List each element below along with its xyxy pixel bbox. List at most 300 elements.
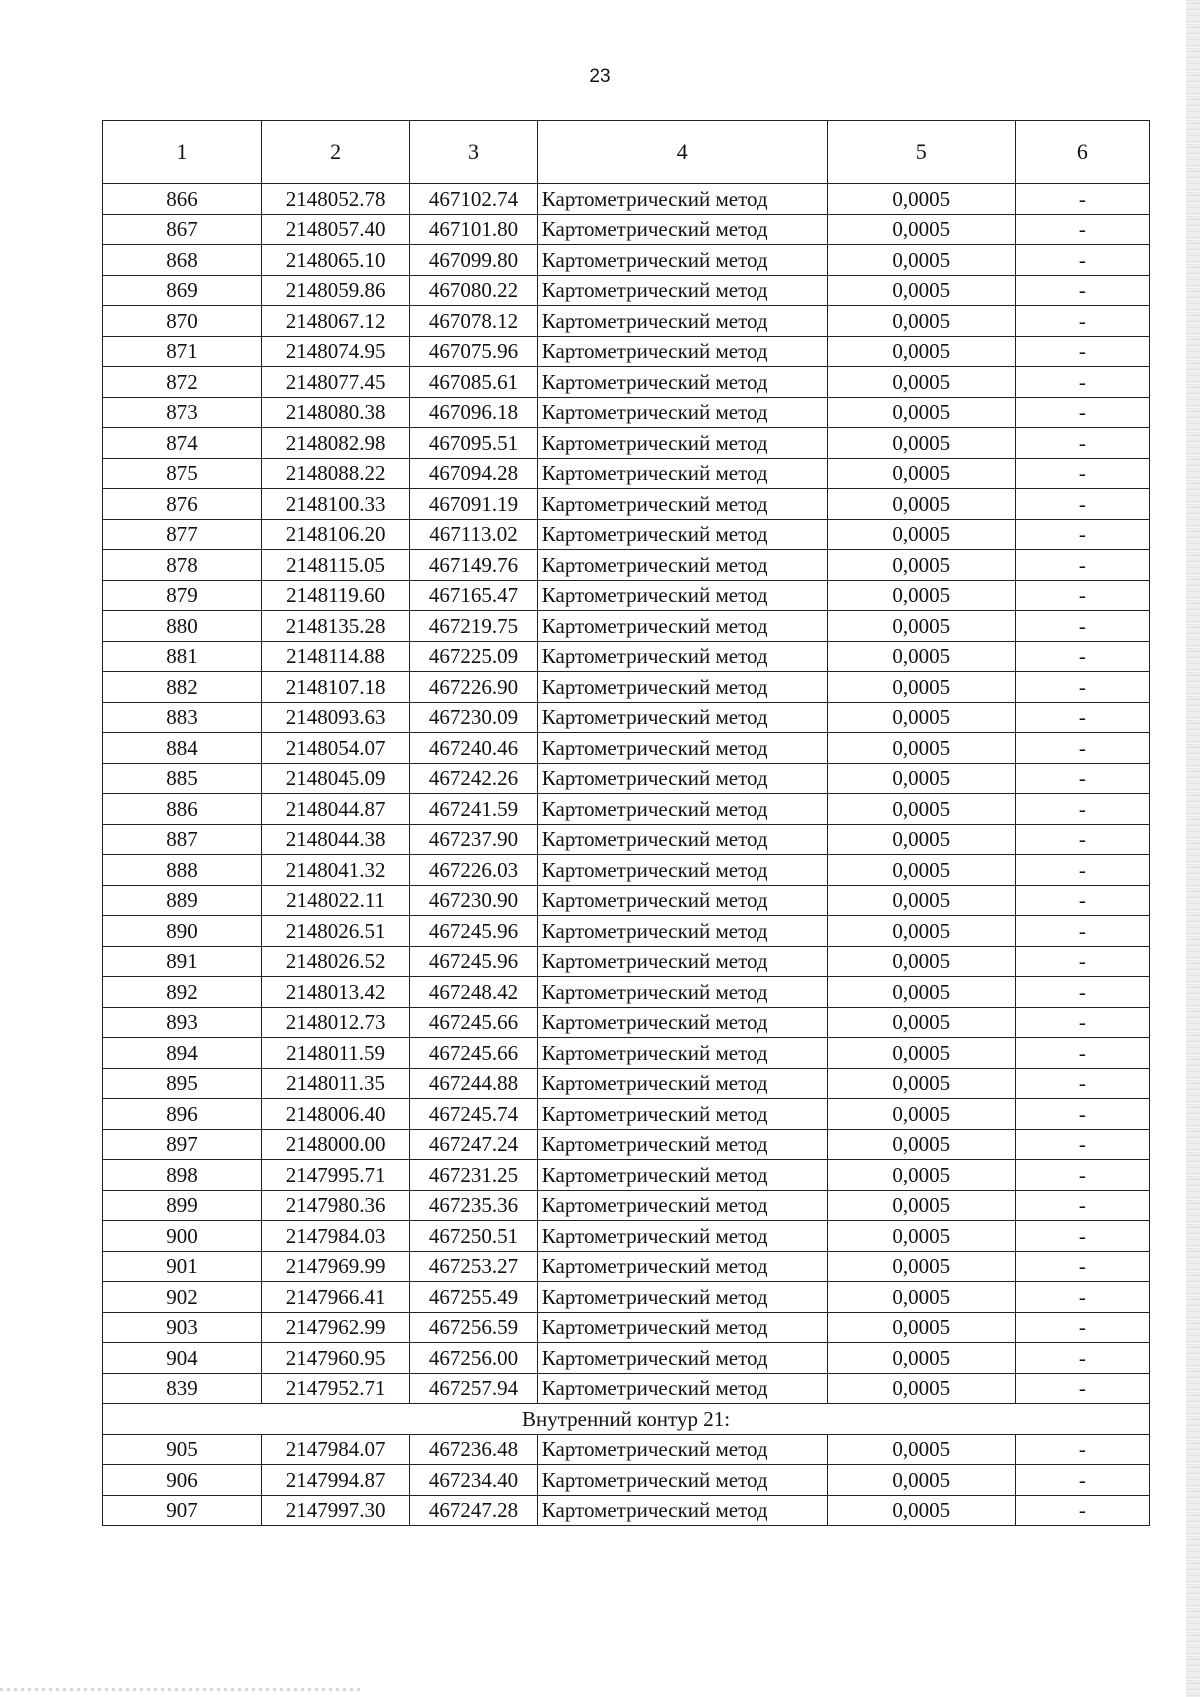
cell-method: Картометрический метод [537,245,827,276]
cell-coord-y: 467226.90 [410,672,538,703]
cell-description: - [1015,1129,1149,1160]
cell-point-number: 885 [103,763,262,794]
cell-coord-y: 467085.61 [410,367,538,398]
cell-description: - [1015,1251,1149,1282]
cell-coord-x: 2148088.22 [261,458,409,489]
cell-description: - [1015,641,1149,672]
table-row [103,885,1150,916]
cell-coord-x: 2147995.71 [261,1160,409,1191]
cell-coord-x: 2148052.78 [261,184,409,215]
cell-coord-y: 467253.27 [410,1251,538,1282]
cell-method: Картометрический метод [537,275,827,306]
cell-coord-x: 2148067.12 [261,306,409,337]
cell-accuracy: 0,0005 [827,1373,1015,1404]
table-row [103,702,1150,733]
cell-method: Картометрический метод [537,611,827,642]
cell-point-number: 897 [103,1129,262,1160]
cell-description: - [1015,184,1149,215]
cell-accuracy: 0,0005 [827,580,1015,611]
cell-description: - [1015,1465,1149,1496]
cell-coord-x: 2148065.10 [261,245,409,276]
cell-method: Картометрический метод [537,1190,827,1221]
cell-method: Картометрический метод [537,794,827,825]
table-row [103,763,1150,794]
cell-coord-x: 2148080.38 [261,397,409,428]
cell-coord-y: 467245.96 [410,916,538,947]
cell-coord-x: 2148119.60 [261,580,409,611]
cell-point-number: 875 [103,458,262,489]
table-row [103,1007,1150,1038]
cell-point-number: 873 [103,397,262,428]
cell-coord-y: 467247.24 [410,1129,538,1160]
table-row [103,1038,1150,1069]
cell-coord-y: 467094.28 [410,458,538,489]
cell-accuracy: 0,0005 [827,428,1015,459]
cell-accuracy: 0,0005 [827,1221,1015,1252]
cell-coord-y: 467102.74 [410,184,538,215]
cell-coord-y: 467113.02 [410,519,538,550]
cell-accuracy: 0,0005 [827,855,1015,886]
cell-coord-x: 2148077.45 [261,367,409,398]
cell-coord-x: 2148044.87 [261,794,409,825]
cell-accuracy: 0,0005 [827,885,1015,916]
header-row [103,121,1150,184]
cell-coord-x: 2148013.42 [261,977,409,1008]
table-row [103,1068,1150,1099]
cell-accuracy: 0,0005 [827,824,1015,855]
cell-description: - [1015,1434,1149,1465]
cell-point-number: 870 [103,306,262,337]
cell-method: Картометрический метод [537,214,827,245]
cell-description: - [1015,1312,1149,1343]
table-header [103,121,1150,184]
cell-coord-x: 2148074.95 [261,336,409,367]
cell-description: - [1015,1190,1149,1221]
cell-point-number: 888 [103,855,262,886]
cell-coord-y: 467257.94 [410,1373,538,1404]
cell-point-number: 898 [103,1160,262,1191]
cell-point-number: 866 [103,184,262,215]
table-row [103,428,1150,459]
cell-coord-y: 467226.03 [410,855,538,886]
cell-point-number: 905 [103,1434,262,1465]
cell-coord-x: 2148107.18 [261,672,409,703]
cell-description: - [1015,794,1149,825]
cell-coord-y: 467165.47 [410,580,538,611]
column-header-3: 3 [410,121,538,184]
table-row [103,184,1150,215]
cell-point-number: 892 [103,977,262,1008]
cell-accuracy: 0,0005 [827,611,1015,642]
cell-description: - [1015,1099,1149,1130]
table-row [103,1373,1150,1404]
column-header-2: 2 [261,121,409,184]
cell-method: Картометрический метод [537,397,827,428]
cell-coord-x: 2148012.73 [261,1007,409,1038]
cell-method: Картометрический метод [537,855,827,886]
cell-coord-x: 2148026.52 [261,946,409,977]
cell-coord-y: 467242.26 [410,763,538,794]
cell-description: - [1015,1068,1149,1099]
table-row [103,397,1150,428]
cell-description: - [1015,1282,1149,1313]
cell-point-number: 881 [103,641,262,672]
cell-accuracy: 0,0005 [827,489,1015,520]
column-header-6: 6 [1015,121,1149,184]
cell-point-number: 882 [103,672,262,703]
cell-coord-x: 2147952.71 [261,1373,409,1404]
cell-accuracy: 0,0005 [827,367,1015,398]
table-row [103,855,1150,886]
cell-coord-y: 467080.22 [410,275,538,306]
cell-method: Картометрический метод [537,702,827,733]
table-row [103,672,1150,703]
cell-method: Картометрический метод [537,946,827,977]
cell-point-number: 877 [103,519,262,550]
cell-coord-x: 2148011.59 [261,1038,409,1069]
cell-point-number: 896 [103,1099,262,1130]
cell-point-number: 867 [103,214,262,245]
cell-description: - [1015,489,1149,520]
cell-accuracy: 0,0005 [827,1099,1015,1130]
cell-coord-y: 467095.51 [410,428,538,459]
cell-coord-y: 467225.09 [410,641,538,672]
cell-method: Картометрический метод [537,1221,827,1252]
cell-coord-x: 2148044.38 [261,824,409,855]
cell-coord-x: 2148059.86 [261,275,409,306]
cell-accuracy: 0,0005 [827,1038,1015,1069]
table-row [103,733,1150,764]
cell-coord-y: 467230.09 [410,702,538,733]
cell-method: Картометрический метод [537,1129,827,1160]
cell-coord-y: 467256.59 [410,1312,538,1343]
column-header-1: 1 [103,121,262,184]
cell-method: Картометрический метод [537,428,827,459]
cell-method: Картометрический метод [537,306,827,337]
cell-point-number: 883 [103,702,262,733]
cell-coord-x: 2148057.40 [261,214,409,245]
cell-point-number: 900 [103,1221,262,1252]
cell-method: Картометрический метод [537,763,827,794]
cell-coord-y: 467248.42 [410,977,538,1008]
table-row [103,458,1150,489]
cell-point-number: 902 [103,1282,262,1313]
cell-method: Картометрический метод [537,733,827,764]
cell-point-number: 839 [103,1373,262,1404]
cell-method: Картометрический метод [537,1038,827,1069]
cell-point-number: 907 [103,1495,262,1526]
cell-coord-y: 467247.28 [410,1495,538,1526]
cell-coord-y: 467234.40 [410,1465,538,1496]
cell-method: Картометрический метод [537,336,827,367]
cell-point-number: 893 [103,1007,262,1038]
cell-coord-x: 2148041.32 [261,855,409,886]
cell-coord-x: 2147994.87 [261,1465,409,1496]
cell-coord-x: 2148026.51 [261,916,409,947]
table-row [103,1465,1150,1496]
cell-description: - [1015,275,1149,306]
cell-point-number: 889 [103,885,262,916]
table-row [103,1160,1150,1191]
cell-description: - [1015,733,1149,764]
cell-point-number: 871 [103,336,262,367]
cell-accuracy: 0,0005 [827,641,1015,672]
cell-coord-x: 2148100.33 [261,489,409,520]
cell-point-number: 903 [103,1312,262,1343]
cell-description: - [1015,611,1149,642]
cell-accuracy: 0,0005 [827,458,1015,489]
cell-method: Картометрический метод [537,519,827,550]
table-row [103,946,1150,977]
cell-point-number: 891 [103,946,262,977]
scan-footer-artifact [0,1688,360,1691]
cell-coord-x: 2147997.30 [261,1495,409,1526]
cell-description: - [1015,306,1149,337]
cell-description: - [1015,702,1149,733]
cell-description: - [1015,855,1149,886]
cell-accuracy: 0,0005 [827,702,1015,733]
cell-point-number: 880 [103,611,262,642]
cell-coord-y: 467241.59 [410,794,538,825]
cell-description: - [1015,214,1149,245]
cell-coord-x: 2147960.95 [261,1343,409,1374]
table-row [103,794,1150,825]
cell-point-number: 876 [103,489,262,520]
cell-accuracy: 0,0005 [827,306,1015,337]
cell-point-number: 895 [103,1068,262,1099]
table-row [103,306,1150,337]
cell-coord-x: 2148093.63 [261,702,409,733]
table-row [103,611,1150,642]
table-row [103,977,1150,1008]
cell-description: - [1015,458,1149,489]
scan-edge-artifact [1186,0,1200,1697]
cell-accuracy: 0,0005 [827,519,1015,550]
cell-coord-x: 2147984.07 [261,1434,409,1465]
table-row [103,1190,1150,1221]
cell-description: - [1015,580,1149,611]
cell-coord-y: 467256.00 [410,1343,538,1374]
table-row [103,824,1150,855]
cell-accuracy: 0,0005 [827,763,1015,794]
cell-description: - [1015,824,1149,855]
cell-method: Картометрический метод [537,641,827,672]
table-row [103,214,1150,245]
cell-coord-y: 467096.18 [410,397,538,428]
cell-accuracy: 0,0005 [827,916,1015,947]
cell-point-number: 874 [103,428,262,459]
table-row [103,641,1150,672]
cell-method: Картометрический метод [537,1343,827,1374]
cell-point-number: 872 [103,367,262,398]
cell-point-number: 901 [103,1251,262,1282]
cell-method: Картометрический метод [537,550,827,581]
cell-point-number: 878 [103,550,262,581]
table-row [103,1282,1150,1313]
cell-accuracy: 0,0005 [827,1312,1015,1343]
cell-description: - [1015,1221,1149,1252]
cell-point-number: 904 [103,1343,262,1374]
cell-coord-y: 467236.48 [410,1434,538,1465]
cell-coord-y: 467255.49 [410,1282,538,1313]
cell-accuracy: 0,0005 [827,1190,1015,1221]
cell-coord-y: 467245.74 [410,1099,538,1130]
cell-coord-y: 467075.96 [410,336,538,367]
cell-accuracy: 0,0005 [827,214,1015,245]
cell-accuracy: 0,0005 [827,1434,1015,1465]
cell-method: Картометрический метод [537,1007,827,1038]
cell-method: Картометрический метод [537,885,827,916]
table-row [103,367,1150,398]
cell-coord-y: 467235.36 [410,1190,538,1221]
cell-method: Картометрический метод [537,1099,827,1130]
cell-accuracy: 0,0005 [827,245,1015,276]
cell-description: - [1015,916,1149,947]
cell-accuracy: 0,0005 [827,1465,1015,1496]
table-row [103,1495,1150,1526]
cell-description: - [1015,1038,1149,1069]
cell-description: - [1015,336,1149,367]
cell-method: Картометрический метод [537,489,827,520]
cell-point-number: 887 [103,824,262,855]
column-header-5: 5 [827,121,1015,184]
table-row [103,580,1150,611]
cell-accuracy: 0,0005 [827,733,1015,764]
cell-description: - [1015,885,1149,916]
cell-coord-y: 467245.96 [410,946,538,977]
cell-accuracy: 0,0005 [827,672,1015,703]
cell-method: Картометрический метод [537,1495,827,1526]
cell-coord-x: 2148000.00 [261,1129,409,1160]
cell-accuracy: 0,0005 [827,1007,1015,1038]
table-row [103,1312,1150,1343]
cell-accuracy: 0,0005 [827,1343,1015,1374]
cell-point-number: 869 [103,275,262,306]
cell-coord-x: 2147969.99 [261,1251,409,1282]
cell-coord-y: 467099.80 [410,245,538,276]
cell-method: Картометрический метод [537,1251,827,1282]
cell-coord-x: 2148135.28 [261,611,409,642]
cell-coord-y: 467245.66 [410,1038,538,1069]
cell-accuracy: 0,0005 [827,1068,1015,1099]
cell-description: - [1015,946,1149,977]
cell-method: Картометрический метод [537,184,827,215]
table-row [103,1343,1150,1374]
cell-description: - [1015,245,1149,276]
table-row [103,275,1150,306]
cell-method: Картометрический метод [537,1312,827,1343]
cell-coord-x: 2147966.41 [261,1282,409,1313]
cell-point-number: 879 [103,580,262,611]
table-row [103,519,1150,550]
cell-description: - [1015,1160,1149,1191]
cell-coord-x: 2147962.99 [261,1312,409,1343]
cell-coord-x: 2148045.09 [261,763,409,794]
cell-accuracy: 0,0005 [827,184,1015,215]
table-row [103,1129,1150,1160]
cell-method: Картометрический метод [537,367,827,398]
cell-description: - [1015,1007,1149,1038]
cell-coord-x: 2148115.05 [261,550,409,581]
cell-coord-y: 467240.46 [410,733,538,764]
cell-coord-y: 467244.88 [410,1068,538,1099]
cell-method: Картометрический метод [537,1373,827,1404]
cell-accuracy: 0,0005 [827,397,1015,428]
cell-accuracy: 0,0005 [827,275,1015,306]
table-row [103,550,1150,581]
cell-coord-x: 2148082.98 [261,428,409,459]
cell-point-number: 906 [103,1465,262,1496]
cell-method: Картометрический метод [537,1465,827,1496]
cell-point-number: 899 [103,1190,262,1221]
cell-method: Картометрический метод [537,1434,827,1465]
cell-accuracy: 0,0005 [827,1282,1015,1313]
cell-method: Картометрический метод [537,1282,827,1313]
cell-description: - [1015,1343,1149,1374]
cell-description: - [1015,672,1149,703]
table-row [103,489,1150,520]
table-row [103,1434,1150,1465]
cell-coord-x: 2148054.07 [261,733,409,764]
cell-coord-y: 467245.66 [410,1007,538,1038]
cell-coord-y: 467219.75 [410,611,538,642]
cell-coord-y: 467149.76 [410,550,538,581]
cell-coord-x: 2148022.11 [261,885,409,916]
cell-accuracy: 0,0005 [827,1495,1015,1526]
cell-accuracy: 0,0005 [827,946,1015,977]
cell-point-number: 894 [103,1038,262,1069]
section-row [103,1404,1150,1435]
cell-accuracy: 0,0005 [827,336,1015,367]
cell-description: - [1015,550,1149,581]
page-number: 23 [589,66,611,87]
cell-method: Картометрический метод [537,580,827,611]
cell-description: - [1015,367,1149,398]
cell-coord-y: 467230.90 [410,885,538,916]
cell-method: Картометрический метод [537,672,827,703]
section-title: Внутренний контур 21: [103,1404,1150,1435]
cell-method: Картометрический метод [537,1068,827,1099]
coordinates-table [102,120,1150,1526]
cell-point-number: 886 [103,794,262,825]
table-row [103,1221,1150,1252]
cell-accuracy: 0,0005 [827,550,1015,581]
cell-coord-y: 467237.90 [410,824,538,855]
cell-description: - [1015,763,1149,794]
cell-method: Картометрический метод [537,824,827,855]
table-row [103,1251,1150,1282]
table-row [103,1099,1150,1130]
cell-coord-x: 2147984.03 [261,1221,409,1252]
cell-description: - [1015,428,1149,459]
cell-coord-x: 2148106.20 [261,519,409,550]
cell-coord-y: 467250.51 [410,1221,538,1252]
table-row [103,336,1150,367]
cell-coord-y: 467091.19 [410,489,538,520]
cell-coord-x: 2148006.40 [261,1099,409,1130]
cell-point-number: 884 [103,733,262,764]
table-row [103,916,1150,947]
cell-method: Картометрический метод [537,916,827,947]
cell-method: Картометрический метод [537,1160,827,1191]
cell-method: Картометрический метод [537,977,827,1008]
column-header-4: 4 [537,121,827,184]
cell-description: - [1015,977,1149,1008]
cell-description: - [1015,519,1149,550]
cell-coord-y: 467078.12 [410,306,538,337]
cell-description: - [1015,1495,1149,1526]
cell-accuracy: 0,0005 [827,1160,1015,1191]
